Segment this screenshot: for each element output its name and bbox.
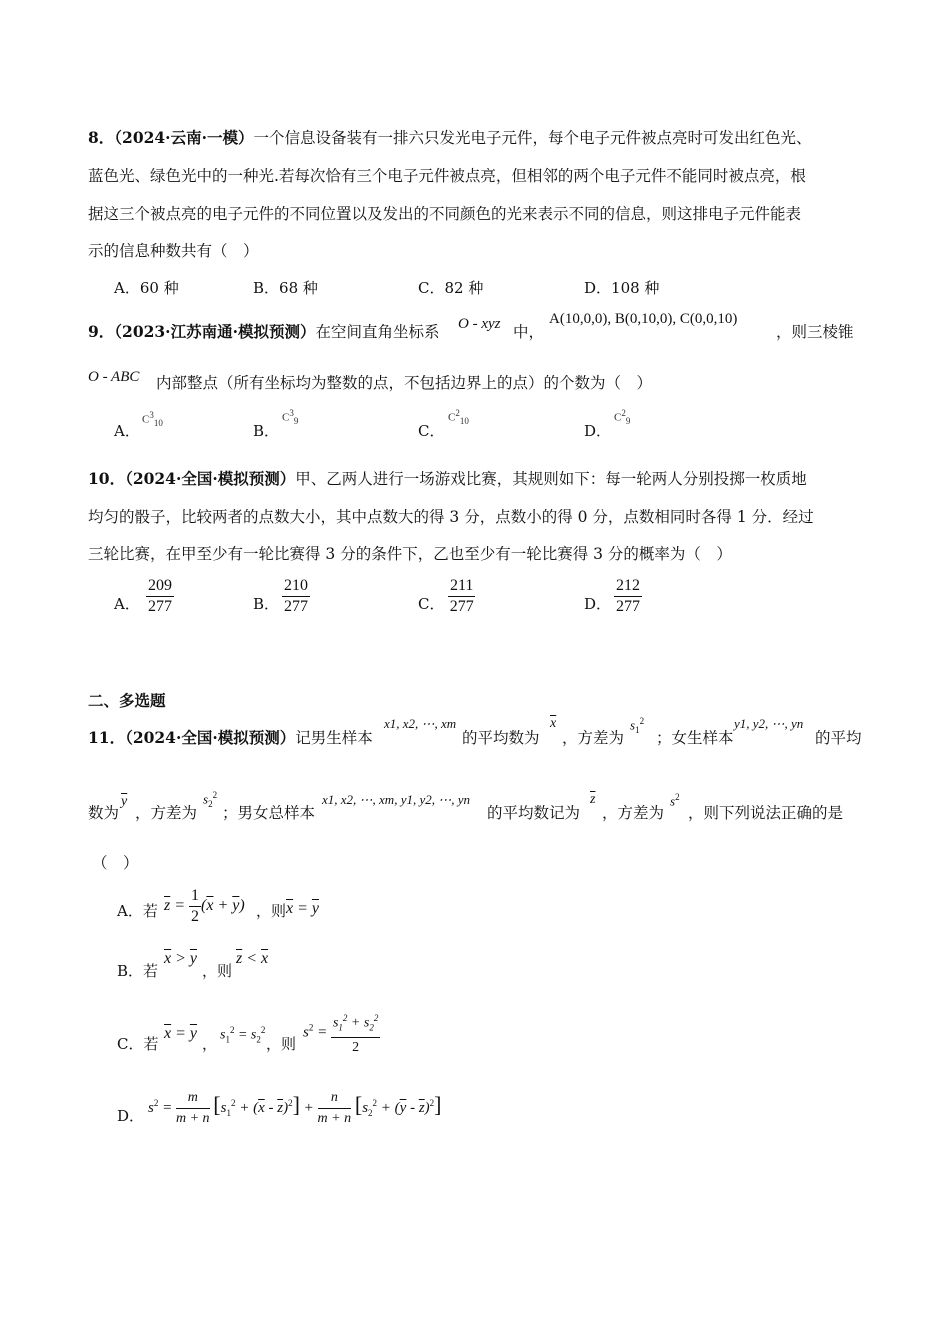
q9-option-d-label: D． bbox=[584, 422, 612, 440]
q10-option-b-frac bbox=[282, 576, 310, 617]
q10-option-a-frac bbox=[146, 576, 174, 617]
q11-option-c-cond2: $s_1^2 = s_2^2$ bbox=[220, 1025, 266, 1045]
q11-option-a-mid: ，则 bbox=[256, 902, 287, 920]
q8-option-a: A．60 种 bbox=[114, 279, 179, 297]
q10-text-line3: 三轮比赛，在甲至少有一轮比赛得 3 分的条件下，乙也至少有一轮比赛得 3 分的概率为（ ） bbox=[88, 545, 732, 563]
q10-c-num: 211 bbox=[448, 576, 475, 597]
q9-number: 9． bbox=[88, 322, 115, 341]
q11-t9: 的平均数记为 bbox=[487, 804, 581, 822]
q11-source: （2024·全国·模拟预测） bbox=[125, 728, 296, 747]
q11-male-sample: x1, x2, ⋯, xm bbox=[384, 716, 457, 731]
q9-option-c-label: C． bbox=[418, 422, 445, 440]
q8-text-line4: 示的信息种数共有（ ） bbox=[88, 242, 259, 260]
q8-option-c: C．82 种 bbox=[418, 279, 484, 297]
q10-option-b-label: B． bbox=[253, 595, 280, 613]
q9-a-sym: C bbox=[142, 413, 150, 426]
q10-a-num: 209 bbox=[146, 576, 174, 597]
q11-s1-symbol: s bbox=[630, 717, 636, 733]
q9-d-sym: C bbox=[614, 411, 622, 424]
q10-line1 bbox=[88, 469, 807, 489]
q9-option-a-value bbox=[142, 410, 163, 428]
q11-s-sup: 2 bbox=[675, 792, 680, 802]
q11-s2-sup: 2 bbox=[212, 790, 218, 800]
q9-option-d-value bbox=[614, 408, 630, 426]
q11-s1-sub: 1 bbox=[635, 724, 640, 735]
q11-number: 11． bbox=[88, 728, 126, 747]
q11-line1 bbox=[88, 728, 373, 748]
q8-option-b: B．68 种 bbox=[253, 279, 318, 297]
q11-t10: ，方差为 bbox=[602, 804, 665, 822]
q11-s2sq bbox=[203, 790, 217, 809]
q9-option-b bbox=[253, 420, 279, 441]
q10-option-d-label: D． bbox=[584, 595, 612, 613]
q9-a-sup: 3 bbox=[149, 410, 154, 420]
q9-option-b-label: B． bbox=[253, 422, 280, 440]
q11-s2-sub: 2 bbox=[208, 798, 213, 809]
q10-option-a-label: A． bbox=[114, 595, 140, 613]
q10-b-num: 210 bbox=[282, 576, 310, 597]
q8-option-d: D．108 种 bbox=[584, 279, 660, 297]
q9-c-sup: 2 bbox=[455, 408, 460, 418]
q11-option-b-label: B．若 bbox=[117, 962, 159, 980]
q11-female-sample: y1, y2, ⋯, yn bbox=[734, 716, 804, 731]
q11-option-c-mid1: ， bbox=[202, 1035, 218, 1053]
q11-option-d-formula: $s^2$ = $\frac{m}{m + n}$ $[s_1^2 + (\overline{x} - \overline{z})^2]$ + $\frac{n}{m + n}$ $[s_2^2 + (\overline{y} - \overline{z})^2]$ bbox=[148, 1090, 442, 1126]
q9-a-sub: 10 bbox=[153, 417, 163, 428]
q11-s2-symbol: s bbox=[203, 791, 209, 807]
q10-d-den: 277 bbox=[616, 598, 640, 615]
q11-t1: 记男生样本 bbox=[295, 729, 373, 747]
q11-t8: ；男女总样本 bbox=[222, 804, 316, 822]
q8-number: 8． bbox=[88, 128, 115, 147]
q11-ssq bbox=[670, 792, 680, 809]
q8-line1 bbox=[88, 128, 812, 148]
q10-option-c-frac bbox=[448, 576, 475, 617]
q11-t11: ，则下列说法正确的是 bbox=[688, 804, 844, 822]
q11-option-c-label: C．若 bbox=[117, 1035, 159, 1053]
q11-t12: （ ） bbox=[92, 854, 139, 872]
q10-number: 10． bbox=[88, 469, 126, 488]
q10-text-line1: 甲、乙两人进行一场游戏比赛，其规则如下：每一轮两人分别投掷一枚质地 bbox=[295, 470, 807, 488]
q11-option-c-cond1: $\overline{x} = \overline{y}$ bbox=[164, 1025, 198, 1042]
q11-t6: 数为 bbox=[88, 804, 120, 822]
q9-text-a: 在空间直角坐标系 bbox=[315, 323, 440, 341]
q11-ybar: $\overline{y}$ bbox=[121, 794, 128, 809]
q11-option-c-mid2: ，则 bbox=[266, 1035, 297, 1053]
q10-b-den: 277 bbox=[284, 598, 308, 615]
q9-text-c: ，则三棱锥 bbox=[776, 323, 854, 341]
q11-option-b-condition: $\overline{x} > \overline{y}$ bbox=[164, 950, 198, 967]
q9-b-sub: 9 bbox=[293, 415, 299, 426]
q9-source: （2023·江苏南通·模拟预测） bbox=[114, 322, 316, 341]
q9-b-sym: C bbox=[282, 411, 290, 424]
q11-t5: 的平均 bbox=[815, 729, 862, 747]
q9-option-c bbox=[418, 420, 444, 441]
q11-xbar: $\overline{x}$ bbox=[550, 716, 557, 731]
q11-option-b-mid: ，则 bbox=[202, 962, 233, 980]
q11-total-sample: x1, x2, ⋯, xm, y1, y2, ⋯, yn bbox=[322, 792, 471, 807]
q10-option-c-label: C． bbox=[418, 595, 445, 613]
q11-s1-sup: 2 bbox=[639, 716, 645, 726]
q9-line1 bbox=[88, 322, 440, 342]
q9-text-b: 中， bbox=[513, 323, 545, 341]
q11-t4: ；女生样本 bbox=[656, 729, 734, 747]
q8-text-line1: 一个信息设备装有一排六只发光电子元件，每个电子元件被点亮时可发出红色光、 bbox=[253, 129, 812, 147]
q10-a-den: 277 bbox=[148, 598, 172, 615]
q9-option-a-label: A． bbox=[114, 422, 140, 440]
q11-option-a-conclusion: $\overline{x} = \overline{y}$ bbox=[286, 900, 320, 917]
q11-option-b-conclusion: $\overline{z} < \overline{x}$ bbox=[236, 950, 269, 967]
q9-option-c-value bbox=[448, 408, 469, 426]
q10-text-line2: 均匀的骰子，比较两者的点数大小，其中点数大的得 3 分，点数小的得 0 分，点数相同时各得 1 分．经过 bbox=[88, 508, 814, 526]
q9-option-a bbox=[114, 420, 140, 441]
q8-source: （2024·云南·一模） bbox=[114, 128, 254, 147]
q11-s1sq bbox=[630, 716, 644, 735]
q10-option-d-frac bbox=[614, 576, 642, 617]
q10-source: （2024·全国·模拟预测） bbox=[125, 469, 296, 488]
q9-c-sym: C bbox=[448, 411, 456, 424]
q9-d-sup: 2 bbox=[621, 408, 626, 418]
q9-coord-system: O - xyz bbox=[458, 316, 501, 332]
q9-b-sup: 3 bbox=[289, 408, 294, 418]
q9-option-d bbox=[584, 420, 611, 441]
q11-s-symbol: s bbox=[670, 793, 676, 809]
q9-text-line2: 内部整点（所有坐标均为整数的点，不包括边界上的点）的个数为（ ） bbox=[156, 374, 653, 392]
section-title: 二、多选题 bbox=[88, 691, 166, 710]
q8-text-line3: 据这三个被点亮的电子元件的不同位置以及发出的不同颜色的光来表示不同的信息，则这排电子元件能表 bbox=[88, 205, 802, 223]
q9-option-b-value bbox=[282, 408, 298, 426]
q9-c-sub: 10 bbox=[459, 415, 469, 426]
q11-option-a-condition: $\overline{z}$ = $\frac{1}{2}$ $(\overline{x} + \overline{y})$ bbox=[164, 887, 245, 925]
q10-c-den: 277 bbox=[449, 598, 474, 615]
q11-option-a-label: A．若 bbox=[117, 902, 158, 920]
q9-pyramid: O - ABC bbox=[88, 369, 140, 385]
q10-d-num: 212 bbox=[614, 576, 642, 597]
q11-option-c-conclusion: $s^2$ = $\frac{s_1^2 + s_2^2}{2}$ bbox=[303, 1008, 380, 1058]
q11-option-d-label: D． bbox=[117, 1107, 145, 1125]
q11-t2: 的平均数为 bbox=[462, 729, 540, 747]
q9-points: A(10,0,0), B(0,10,0), C(0,0,10) bbox=[549, 311, 738, 327]
q11-t3: ，方差为 bbox=[562, 729, 625, 747]
q11-t7: ，方差为 bbox=[135, 804, 198, 822]
q8-text-line2: 蓝色光、绿色光中的一种光.若每次恰有三个电子元件被点亮，但相邻的两个电子元件不能同时被点亮，根 bbox=[88, 167, 806, 185]
q9-d-sub: 9 bbox=[625, 415, 631, 426]
q11-zbar: $\overline{z}$ bbox=[590, 792, 596, 807]
